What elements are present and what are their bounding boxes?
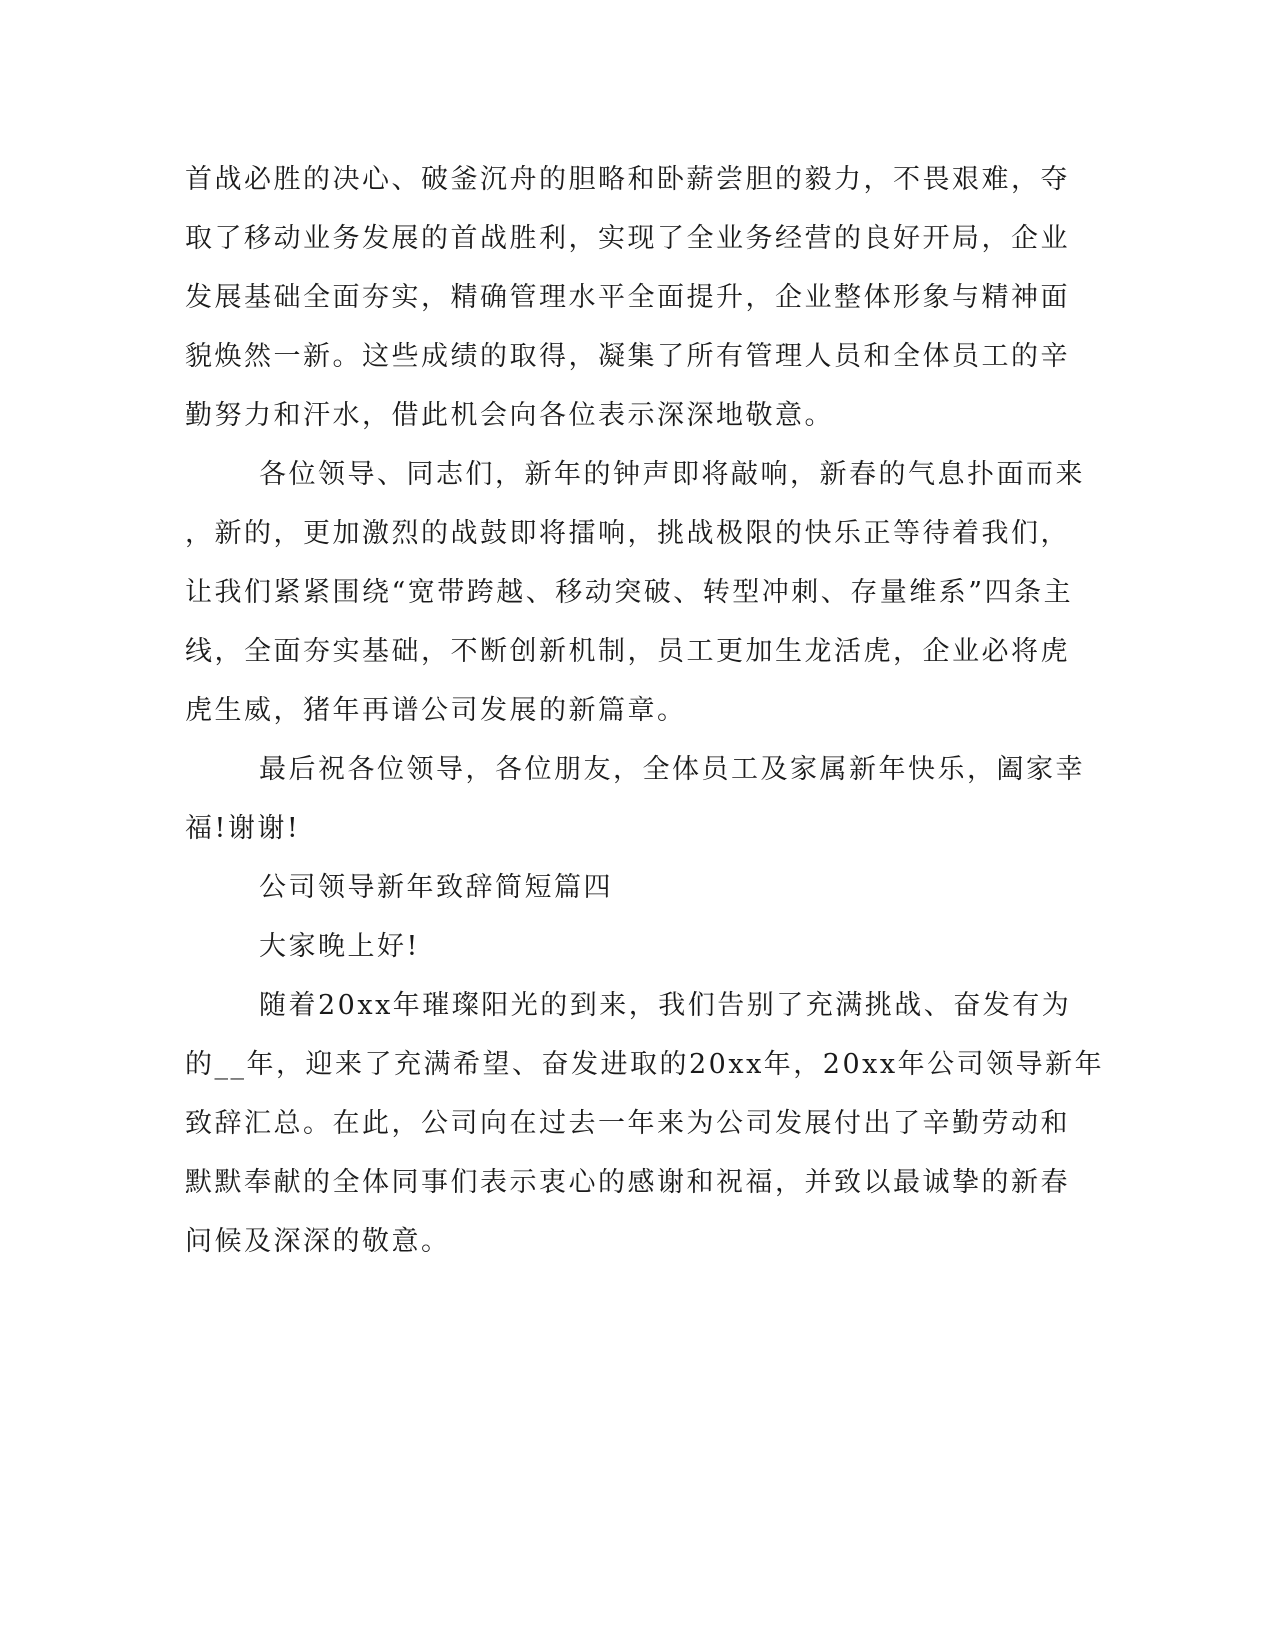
paragraph-line: 默默奉献的全体同事们表示衷心的感谢和祝福，并致以最诚挚的新春 xyxy=(185,1167,1070,1198)
paragraph-line: ，新的，更加激烈的战鼓即将擂响，挑战极限的快乐正等待着我们， xyxy=(185,518,1070,549)
paragraph-line: 随着20xx年璀璨阳光的到来，我们告别了充满挑战、奋发有为 xyxy=(259,990,1072,1021)
paragraph-line: 勤努力和汗水，借此机会向各位表示深深地敬意。 xyxy=(185,400,834,431)
paragraph-line: 福!谢谢! xyxy=(185,813,301,844)
section-heading: 公司领导新年致辞简短篇四 xyxy=(259,872,613,903)
paragraph-line: 线，全面夯实基础，不断创新机制，员工更加生龙活虎，企业必将虎 xyxy=(185,636,1070,667)
paragraph-line: 问候及深深的敬意。 xyxy=(185,1226,451,1257)
paragraph-line: 貌焕然一新。这些成绩的取得，凝集了所有管理人员和全体员工的辛 xyxy=(185,341,1070,372)
paragraph-line: 首战必胜的决心、破釜沉舟的胆略和卧薪尝胆的毅力，不畏艰难，夺 xyxy=(185,164,1070,195)
paragraph-line: 各位领导、同志们，新年的钟声即将敲响，新春的气息扑面而来 xyxy=(259,459,1085,490)
greeting-line: 大家晚上好! xyxy=(259,931,420,962)
paragraph-line: 发展基础全面夯实，精确管理水平全面提升，企业整体形象与精神面 xyxy=(185,282,1070,313)
paragraph-line: 虎生威，猪年再谱公司发展的新篇章。 xyxy=(185,695,687,726)
paragraph-line: 最后祝各位领导，各位朋友，全体员工及家属新年快乐，阖家幸 xyxy=(259,754,1085,785)
paragraph-line: 的__年，迎来了充满希望、奋发进取的20xx年，20xx年公司领导新年 xyxy=(185,1049,1105,1080)
paragraph-line: 让我们紧紧围绕“宽带跨越、移动突破、转型冲刺、存量维系”四条主 xyxy=(185,577,1074,608)
paragraph-line: 取了移动业务发展的首战胜利，实现了全业务经营的良好开局，企业 xyxy=(185,223,1070,254)
paragraph-line: 致辞汇总。在此，公司向在过去一年来为公司发展付出了辛勤劳动和 xyxy=(185,1108,1070,1139)
